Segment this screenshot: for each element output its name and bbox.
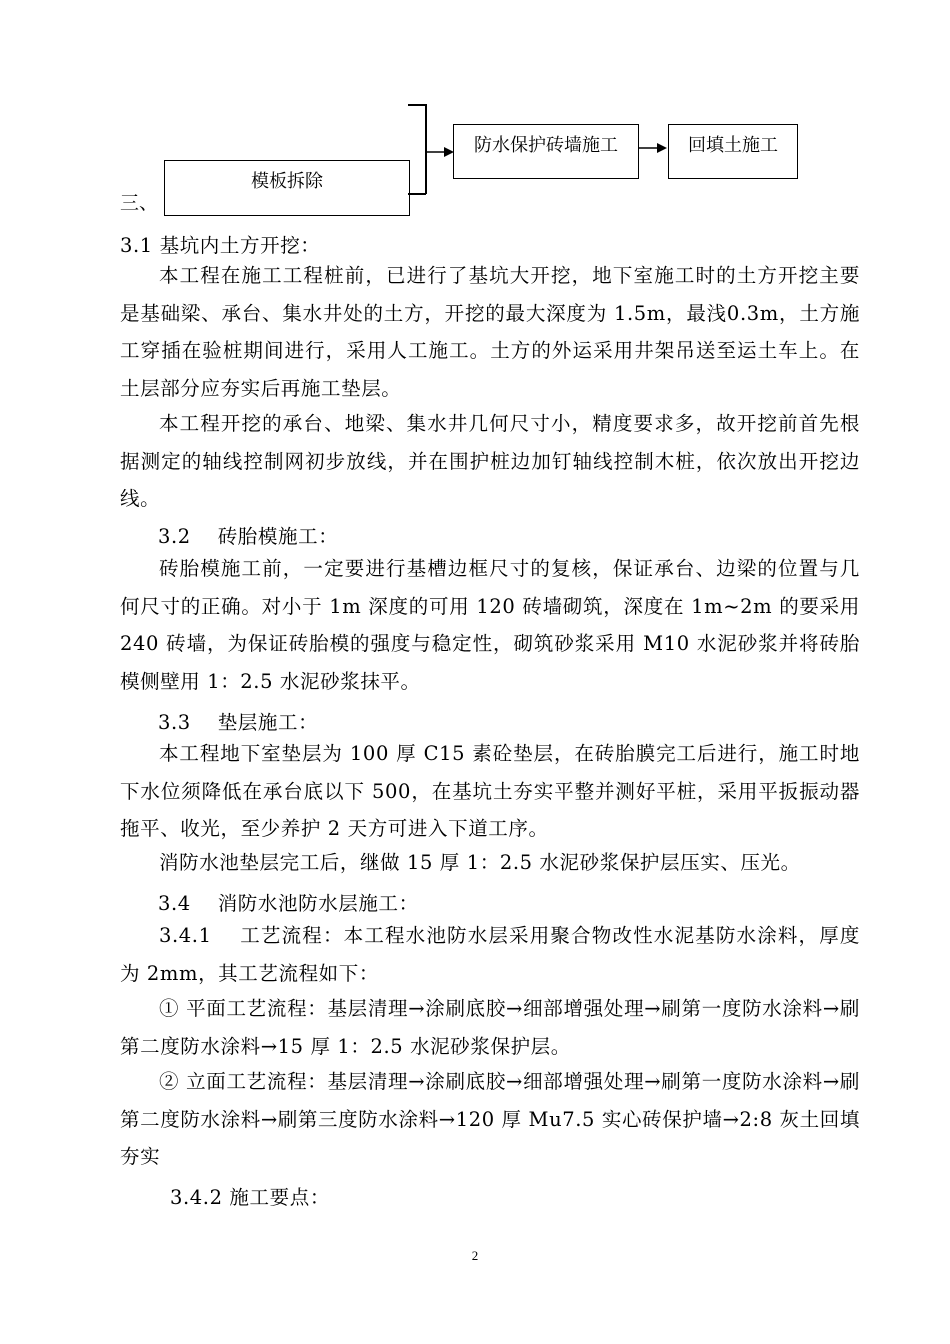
flow-bracket-top xyxy=(408,104,426,106)
flow-box-formwork-removal xyxy=(164,160,410,216)
heading-3-4: 3.4 消防水池防水层施工： xyxy=(158,892,419,915)
paragraph-3-1-1: 本工程在施工工程桩前，已进行了基坑大开挖，地下室施工时的土方开挖主要是基础梁、承台、集水井处的土方，开挖的最大深度为 1.5m，最浅0.3m，土方施工穿插在验桩期间进行，采用人工施工。土方的外运采用井架吊送至运土车上。在土层部分应夯实后再施工垫层。 xyxy=(120,264,860,400)
paragraph-3-3-1: 本工程地下室垫层为 100 厚 C15 素砼垫层，在砖胎膜完工后进行，施工时地下水位须降低在承台底以下 500，在基坑土夯实平整并测好平桩，采用平扳振动器拖平、收光，至少养护 2 天方可进入下道工序。 xyxy=(120,742,860,840)
flow-arrow-1 xyxy=(426,145,456,159)
paragraph-flow-plane: ① 平面工艺流程：基层清理→涂刷底胶→细部增强处理→刷第一度防水涂料→刷第二度防水涂料→15 厚 1：2.5 水泥砂浆保护层。 xyxy=(120,997,860,1058)
paragraph-3-4-1: 3.4.1 工艺流程：本工程水池防水层采用聚合物改性水泥基防水涂料，厚度为 2mm，其工艺流程如下： xyxy=(120,924,860,985)
page-number: 2 xyxy=(471,1248,479,1263)
heading-3-1: 3.1 基坑内土方开挖： xyxy=(120,234,321,257)
flow-bracket-bottom xyxy=(408,193,426,195)
paragraph-3-3-2: 消防水池垫层完工后，继做 15 厚 1：2.5 水泥砂浆保护层压实、压光。 xyxy=(159,851,801,874)
flow-arrow-2 xyxy=(639,141,669,155)
heading-3-3: 3.3 垫层施工： xyxy=(158,711,319,734)
section-marker: 三、 xyxy=(120,192,159,214)
heading-3-2: 3.2 砖胎模施工： xyxy=(158,525,339,548)
paragraph-3-1-2: 本工程开挖的承台、地梁、集水井几何尺寸小，精度要求多，故开挖前首先根据测定的轴线控制网初步放线，并在围护桩边加钉轴线控制木桩，依次放出开挖边线。 xyxy=(120,412,860,510)
flow-box-brickwall-label: 防水保护砖墙施工 xyxy=(474,135,618,156)
flow-box-brick-wall xyxy=(453,124,639,179)
paragraph-flow-vertical: ② 立面工艺流程：基层清理→涂刷底胶→细部增强处理→刷第一度防水涂料→刷第二度防水涂料→刷第三度防水涂料→120 厚 Mu7.5 实心砖保护墙→2:8 灰土回填夯实 xyxy=(120,1070,860,1168)
paragraph-3-2-1: 砖胎模施工前，一定要进行基槽边框尺寸的复核，保证承台、边梁的位置与几何尺寸的正确。对小于 1m 深度的可用 120 砖墙砌筑，深度在 1m~2m 的要采用 240 砖墙，为保证砖胎模的强度与稳定性，砌筑砂浆采用 M10 水泥砂浆并将砖胎模侧壁用 1：2.5 水泥砂浆抹平。 xyxy=(120,557,860,693)
flow-box-backfill-label: 回填土施工 xyxy=(688,135,778,156)
flow-box-backfill xyxy=(668,124,798,179)
flow-box-formwork-label: 模板拆除 xyxy=(251,171,323,192)
heading-3-4-2: 3.4.2 施工要点： xyxy=(170,1186,330,1209)
